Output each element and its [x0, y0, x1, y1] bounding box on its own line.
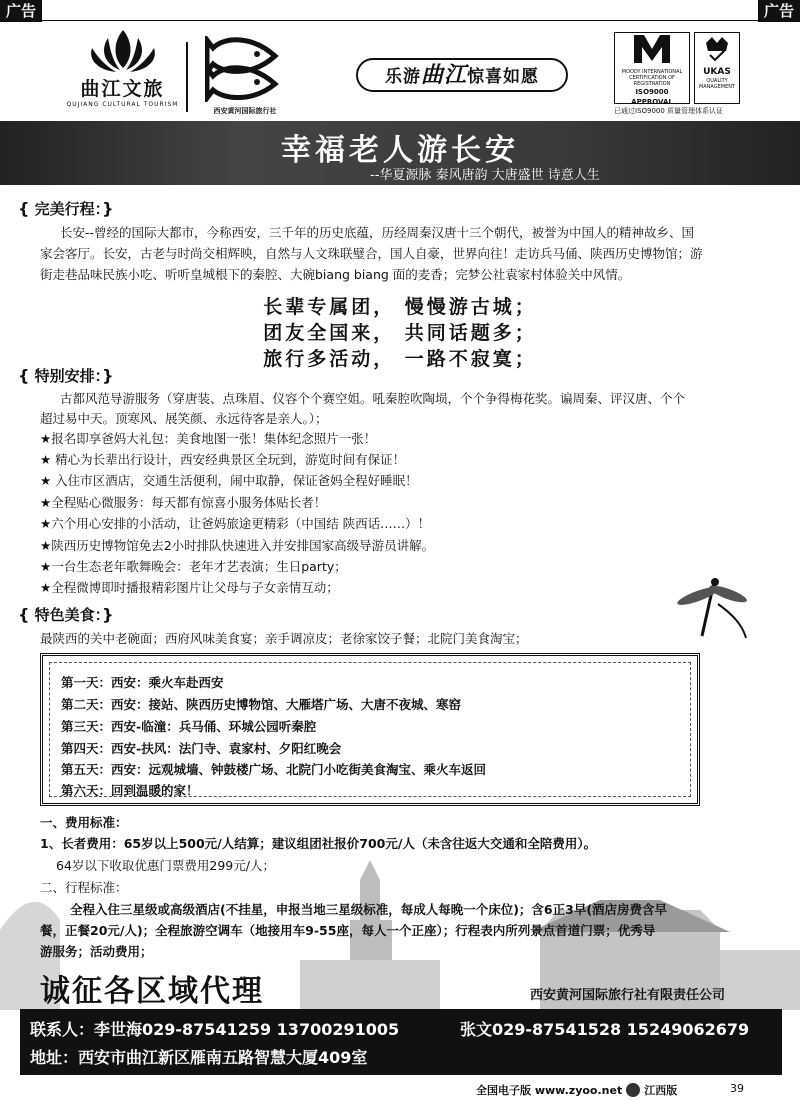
fish-icon: [205, 36, 285, 102]
page-subtitle: --华夏源脉 秦风唐韵 大唐盛世 诗意人生: [370, 168, 600, 183]
highlight-line: 旅行多活动， 一路不寂寞；: [263, 348, 537, 370]
side-fine-print: [782, 1000, 800, 1075]
itinerary-day: 第四天：西安-扶风：法门寺、袁家村、夕阳红晚会: [61, 741, 342, 756]
moody-line-3: ISO9000 APPROVAL: [631, 88, 673, 106]
itinerary-day: 第六天：回到温暖的家！: [61, 783, 199, 798]
page-footer: [476, 1082, 677, 1098]
slogan-pre: 乐游: [384, 67, 421, 87]
slogan-badge: [356, 58, 568, 92]
standard-heading: 二、行程标准：: [40, 880, 128, 895]
intro-paragraph: [40, 222, 775, 285]
scroll-ornament-icon: {: [18, 366, 30, 385]
moody-cert: [614, 32, 690, 104]
footer-site: 全国电子版 www.zyoo.net: [476, 1084, 623, 1097]
section-food-title: 特色美食：: [34, 606, 103, 624]
footer-edition: 江西版: [644, 1084, 678, 1097]
logo-name: 曲江文旅: [80, 78, 165, 100]
fee-junior: 64岁以下收取优惠门票费用299元/人；: [56, 858, 275, 873]
section-itinerary-heading: [18, 198, 114, 219]
special-line: ★ 入住市区酒店，交通生活便利，闹中取静，保证爸妈全程好睡眠！: [40, 473, 418, 488]
special-line: ★陕西历史博物馆免去2小时排队快速进入并安排国家高级导游员讲解。: [40, 538, 435, 553]
itinerary-day: 第二天：西安：接站、陕西历史博物馆、大雁塔广场、大唐不夜城、寒窑: [61, 697, 462, 712]
recruit-headline: 诚征各区域代理: [40, 974, 264, 1009]
fee-heading: 一、费用标准：: [40, 815, 128, 830]
logo-english: QUJIANG CULTURAL TOURISM: [66, 101, 179, 108]
scroll-ornament-icon: {: [18, 605, 30, 624]
itinerary-day: 第五天：西安：远观城墙、钟鼓楼广场、北院门小吃街美食淘宝、乘火车返回: [61, 762, 487, 777]
moody-m-icon: [632, 33, 672, 65]
edition-mark-icon: [626, 1083, 640, 1097]
company-name: 西安黄河国际旅行社有限责任公司: [530, 988, 726, 1003]
fee-senior: 1、长者费用：65岁以上500元/人结算；建议组团社报价700元/人（未含往返大交通和全陪费用）。: [40, 836, 597, 851]
itinerary-day: 第三天：西安-临潼：兵马俑、环城公园听秦腔: [61, 719, 317, 734]
itinerary-box: [40, 653, 700, 806]
contact-address: 地址：西安市曲江新区雁南五路智慧大厦409室: [30, 1048, 368, 1067]
page-number: 39: [730, 1082, 744, 1095]
ukas-cert: [694, 32, 740, 104]
ukas-line-2: QUALITY: [706, 78, 728, 84]
itinerary-day: 第一天：西安：乘火车赴西安: [61, 675, 224, 690]
contact-person-2: 张文029-87541528 15249062679: [460, 1020, 750, 1039]
crown-check-icon: [702, 33, 732, 63]
scroll-ornament-icon: {: [18, 199, 30, 218]
special-line: 超过易中天。顶寒风、展笑颜、永远待客是亲人。）；: [40, 411, 328, 426]
agency-logo-caption: 西安黄河国际旅行社: [213, 107, 277, 115]
certification-badges: [614, 32, 742, 116]
highlight-line: 长辈专属团， 慢慢游古城；: [263, 296, 537, 318]
contact-bar: [20, 1009, 782, 1075]
moody-line-1: MOODY INTERNATIONAL: [621, 69, 683, 75]
intro-line: 家会客厅。长安，古老与时尚交相辉映，自然与人文珠联璧合，国人自豪，世界向往！走访兵马俑、陕西历史博物馆；游: [40, 246, 703, 261]
special-line: ★报名即享爸妈大礼包：美食地图一张！集体纪念照片一张！: [40, 431, 377, 446]
special-line: ★全程微博即时播报精彩图片让父母与子女亲情互动；: [40, 580, 339, 595]
standard-line: 全程入住三星级或高级酒店(不挂星，申报当地三星级标准，每成人每晚一个床位)；含6正3早(酒店房费含早: [70, 902, 668, 917]
food-line: 最陕西的关中老碗面；西府风味美食宴；亲手调凉皮；老徐家饺子餐；北院门美食淘宝；: [40, 631, 528, 646]
moody-line-2: CERTIFICATION OF REGISTRATION: [629, 75, 675, 87]
special-line: ★全程贴心微服务：每天都有惊喜小服务体贴长者！: [40, 495, 327, 510]
highlight-line: 团友全国来， 共同话题多；: [263, 322, 537, 344]
intro-line: 长安--曾经的国际大都市，今称西安，三千年的历史底蕴，历经周秦汉唐十三个朝代，被誉为中国人的精神故乡、国: [60, 225, 695, 240]
scroll-ornament-icon: }: [102, 366, 114, 385]
slogan-post: 惊喜如愿: [467, 67, 539, 87]
intro-line: 街走巷品味民族小吃、听听皇城根下的秦腔、大碗biang biang 面的麦香；完梦公社袁家村体验关中风情。: [40, 267, 631, 282]
standard-line: 游服务；活动费用；: [40, 944, 153, 959]
section-special-title: 特别安排：: [34, 367, 103, 385]
standard-line: 餐，正餐20元/人)；全程旅游空调车（地接用车9-55座，每人一个正座）；行程表内所列景点首道门票；优秀导: [40, 923, 656, 938]
ad-label-left: 广告: [0, 0, 42, 22]
section-special-heading: [18, 365, 114, 386]
page-title: 幸福老人游长安: [281, 133, 519, 168]
agency-logo: [200, 36, 290, 116]
slogan-calligraphy: 曲江: [420, 62, 467, 88]
special-line: ★一台生态老年歌舞晚会：老年才艺表演；生日party；: [40, 559, 347, 574]
logo-divider: [186, 42, 188, 112]
special-line: ★六个用心安排的小活动，让爸妈旅途更精彩（中国结 陕西话……）！: [40, 516, 431, 531]
ukas-line-3: MANAGEMENT: [698, 84, 736, 90]
cert-caption: 已通过ISO9000 质量管理体系认证: [614, 107, 724, 115]
scroll-ornament-icon: }: [102, 605, 114, 624]
lotus-icon: [68, 28, 178, 74]
scroll-ornament-icon: }: [102, 199, 114, 218]
ad-label-right: 广告: [758, 0, 800, 22]
section-food-heading: [18, 604, 114, 625]
contact-person-1: 联系人：李世海029-87541259 13700291005: [30, 1020, 400, 1039]
special-line: 古都风范导游服务（穿唐装、点珠眉、仪容个个赛空姐。吼秦腔吹陶埙，个个争得梅花奖。谝周秦、评汉唐、个个: [60, 391, 686, 406]
section-itinerary-title: 完美行程：: [34, 200, 103, 218]
qujiang-logo: [60, 28, 185, 118]
ukas-line-1: UKAS: [703, 67, 731, 77]
special-line: ★ 精心为长辈出行设计，西安经典景区全玩到，游览时间有保证！: [40, 452, 406, 467]
top-rule: [0, 20, 800, 21]
